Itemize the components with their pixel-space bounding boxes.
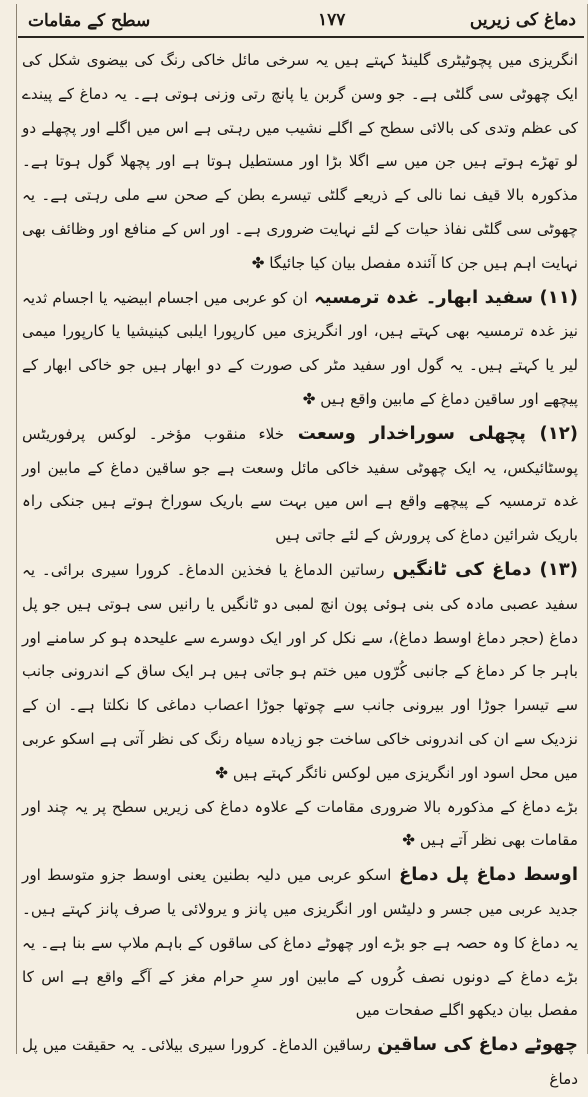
page-header — [18, 4, 584, 38]
section-heading: (۱۲) پچھلی سوراخدار وسعت — [284, 422, 578, 444]
paragraph-pons — [22, 858, 578, 1028]
section-heading: (۱۱) سفید ابھار۔ غدہ ترمسیہ — [307, 286, 578, 308]
paragraph-text: انگریزی میں پچوٹیٹری گلینڈ کہتے ہیں یہ سرخی مائل خاکی رنگ کی بیضوی شکل کی ایک چھوٹی سی گلٹی ہے۔ جو وسن گربن یا پانچ رتی وزنی ہوتی ہے۔ یہ دماغ کے پیندے کی عظم وتدی کی بالائی سطح کے اگلے نشیب میں رہتی ہے اس میں اگلے اور پچھلے دو لو تھڑے ہوتے ہیں جن میں سے اگلا بڑا اور مستطیل ہوتا ہے اور پچھلا گول ہوتا ہے۔ مذکورہ بالا قیف نما نالی کے ذریعے گلٹی تیسرے بطن کے صحن سے ملی رہتی ہے۔ یہ چھوٹی سی گلٹی نفاذ حیات کے لئے نہایت ضروری ہے۔ اور اس کے منافع اور وظائف بھی نہایت اہم ہیں جن کا آئندہ مفصل بیان کیا جائیگا ✤ — [22, 51, 578, 272]
paragraph-text: خلاء منقوب مؤخر۔ لوکس پرفوریٹس پوسٹائیکس، یہ ایک چھوٹی سفید خاکی مائل وسعت ہے جو ساقین دماغ کے مابین اور غدہ ترمسیہ کے پیچھے واقع ہے اس میں بہت سے باریک سوراخ ہوتے ہیں جنکی راہ باریک شرائین دماغ کی پرورش کے لئے جاتی ہیں — [22, 424, 578, 545]
paragraph-text: رساقین الدماغ۔ کرورا سیری بیلائی۔ یہ حقیقت میں پل دماغ — [22, 1036, 578, 1088]
paragraph-text: اسکو عربی میں دلیہ بطنین یعنی اوسط جزو متوسط اور جدید عربی میں جسر و دلیٹس اور انگریزی میں پانز و یرولائی یا صرف پانز کہتے ہیں۔ یہ دماغ کا وہ حصہ ہے جو بڑے اور چھوٹے دماغ کی ساقوں کے باہم ملاپ سے بنا ہے۔ یہ بڑے دماغ کے دونوں نصف کُروں کے مابین اور سرِ حرام مغز کے آگے واقع ہے اس کا مفصل بیان دیکھو اگلے صفحات میں — [22, 866, 578, 1020]
paragraph-text: ان کو عربی میں اجسام ابیضیہ یا اجسام ثدیہ نیز غدہ ترمسیہ بھی کہتے ہیں، اور انگریزی میں کارپورا ایلبی کینیشیا یا کارپورا میمی لیر یا کہتے ہیں۔ یہ گول اور سفید مٹر کی صورت کے دو ابھار ہیں جو خاکی ابھار کے پیچھے اور ساقین دماغ کے مابین واقع ہیں ✤ — [22, 288, 578, 408]
page-body — [22, 44, 579, 1088]
running-title-left: سطح کے مقامات — [28, 11, 151, 31]
paragraph-cerebellar-peduncles — [22, 1028, 578, 1097]
section-heading: چھوٹے دماغ کی ساقین — [370, 1034, 578, 1056]
paragraph-pituitary — [22, 44, 578, 281]
paragraph-text: رساتین الدماغ یا فخذین الدماغ۔ کرورا سیری برائی۔ یہ سفید عصبی مادہ کی بنی ہوئی پون انچ لمبی دو ٹانگیں یا رانیں سی ہوتی ہیں جو پل دماغ (حجر دماغ اوسط دماغ)، سے نکل کر اور ایک دوسرے سے علیحدہ ہو کر سامنے اور باہر جا کر دماغ کے جانبی کُرّوں میں ختم ہو جاتی ہیں ہر ایک ساق کے اندرونی جانب سے تیسرا جوڑا اور بیرونی جانب سے چوتھا جوڑا اعصاب دماغی کا نکلتا ہے۔ ان کے نزدیک سے ان کی اندرونی خاکی ساخت جو زیادہ سیاہ رنگ کی نظر آتی ہے اسکو عربی میں محل اسود اور انگریزی میں لوکس نائگر کہتے ہیں ✤ — [22, 560, 578, 782]
page-number: ۱۷۷ — [318, 10, 346, 30]
paragraph-posterior-perforated — [22, 417, 578, 553]
paragraph-other-locations — [22, 791, 578, 859]
section-heading: اوسط دماغ پل دماغ — [391, 864, 578, 886]
paragraph-cerebral-peduncles — [22, 553, 578, 791]
section-heading: (۱۳) دماغ کی ٹانگیں — [384, 558, 579, 580]
paragraph-text: بڑے دماغ کے مذکورہ بالا ضروری مقامات کے علاوہ دماغ کی زیریں سطح پر یہ چند اور مقامات بھی نظر آتے ہیں ✤ — [22, 797, 578, 850]
running-title-right: دماغ کی زیریں — [469, 10, 576, 30]
paragraph-white-bodies — [22, 281, 578, 417]
